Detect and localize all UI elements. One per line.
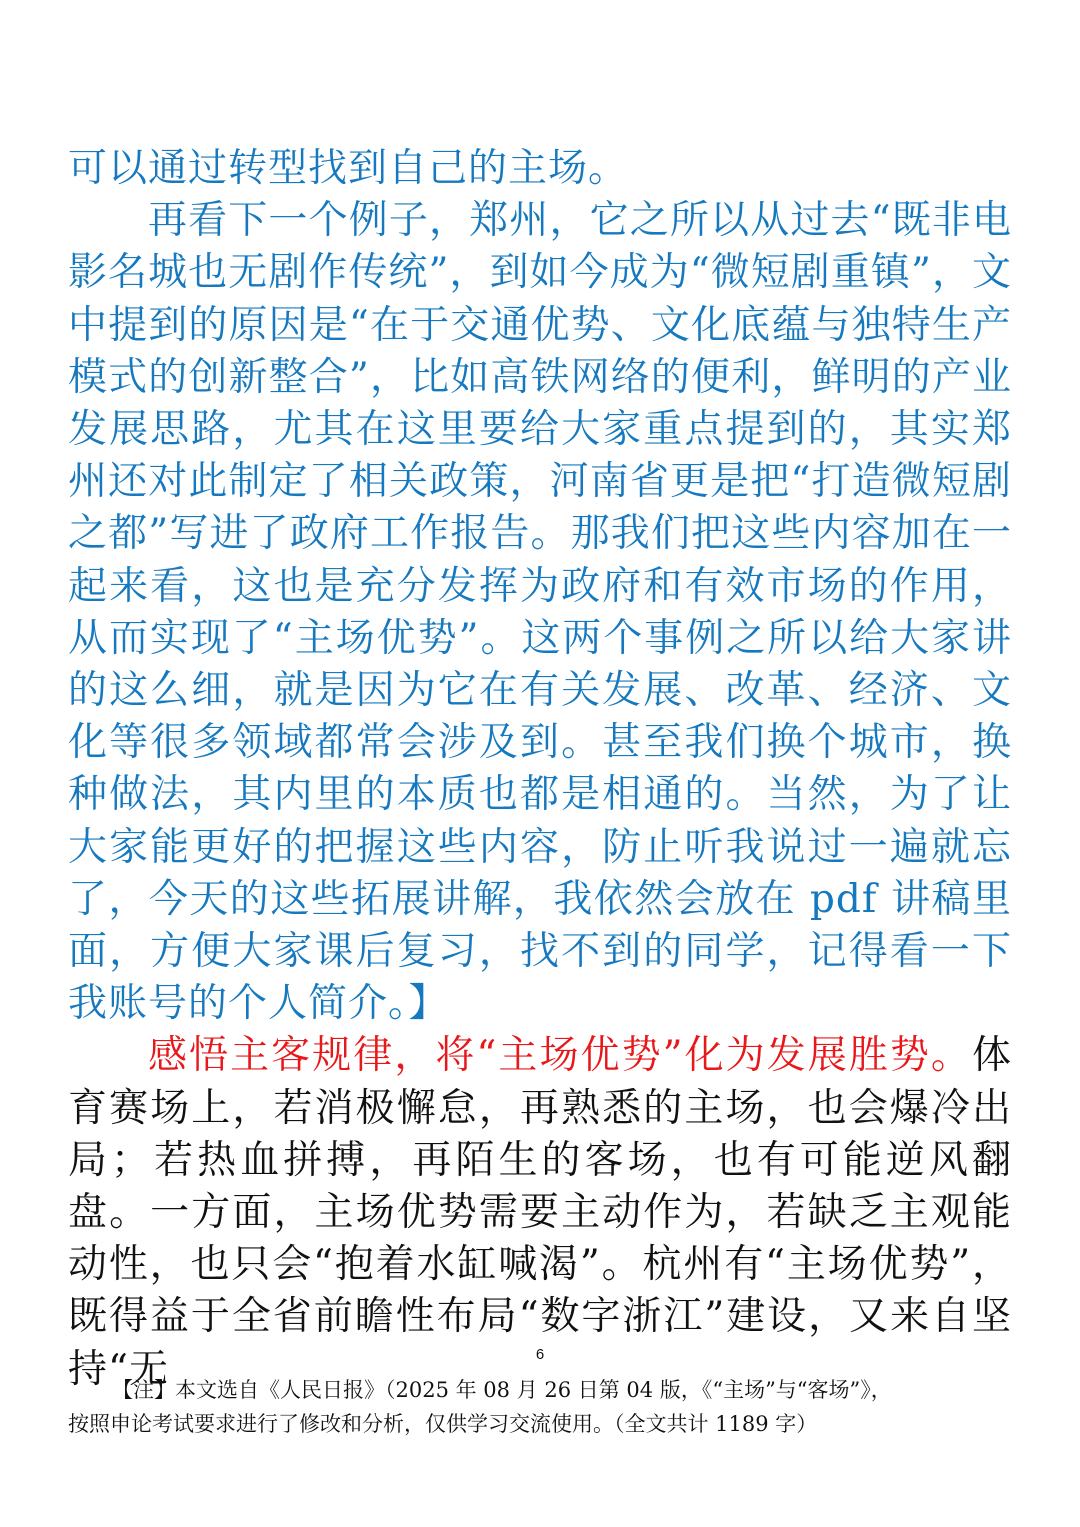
paragraph-main-argument [68,1030,1012,1395]
page-number: 6 [535,1346,545,1363]
document-body [68,143,1012,1396]
paragraph-continuation-text: 可以通过转型找到自己的主场。 [68,146,629,191]
paragraph-main-argument-text: 体育赛场上，若消极懈怠，再熟悉的主场，也会爆冷出局；若热血拼搏，再陌生的客场，也有可能逆风翻盘。一方面，主场优势需要主动作为，若缺乏主观能动性，也只会“抱着水缸喊渴”。杭州有“主场优势”，既得益于全省前瞻性布局“数字浙江”建设，又来自坚持“无 [68,1033,1012,1392]
footnote [68,1373,1012,1441]
paragraph-example-zhengzhou-text: 再看下一个例子，郑州，它之所以从过去“既非电影名城也无剧作传统”，到如今成为“微短剧重镇”，文中提到的原因是“在于交通优势、文化底蕴与独特生产模式的创新整合”，比如高铁网络的便利，鲜明的产业发展思路，尤其在这里要给大家重点提到的，其实郑州还对此制定了相关政策，河南省更是把“打造微短剧之都”写进了政府工作报告。那我们把这些内容加在一起来看，这也是充分发挥为政府和有效市场的作用，从而实现了“主场优势”。这两个事例之所以给大家讲的这么细，就是因为它在有关发展、改革、经济、文化等很多领域都常会涉及到。甚至我们换个城市，换种做法，其内里的本质也都是相通的。当然，为了让大家能更好的把握这些内容，防止听我说过一遍就忘了，今天的这些拓展讲解，我依然会放在 pdf 讲稿里面，方便大家课后复习，找不到的同学，记得看一下我账号的个人简介。】 [68,198,1012,1027]
footnote-line-2: 按照申论考试要求进行了修改和分析，仅供学习交流使用。（全文共计 1189 字） [68,1412,818,1436]
paragraph-continuation [68,143,1012,195]
paragraph-example-zhengzhou [68,195,1012,1030]
paragraph-heading-red: 感悟主客规律，将“主场优势”化为发展胜势。 [148,1033,972,1079]
footnote-line-1: 【注】本文选自《人民日报》（2025 年 08 月 26 日第 04 版，《“主场”与“客场”》， [112,1378,892,1402]
